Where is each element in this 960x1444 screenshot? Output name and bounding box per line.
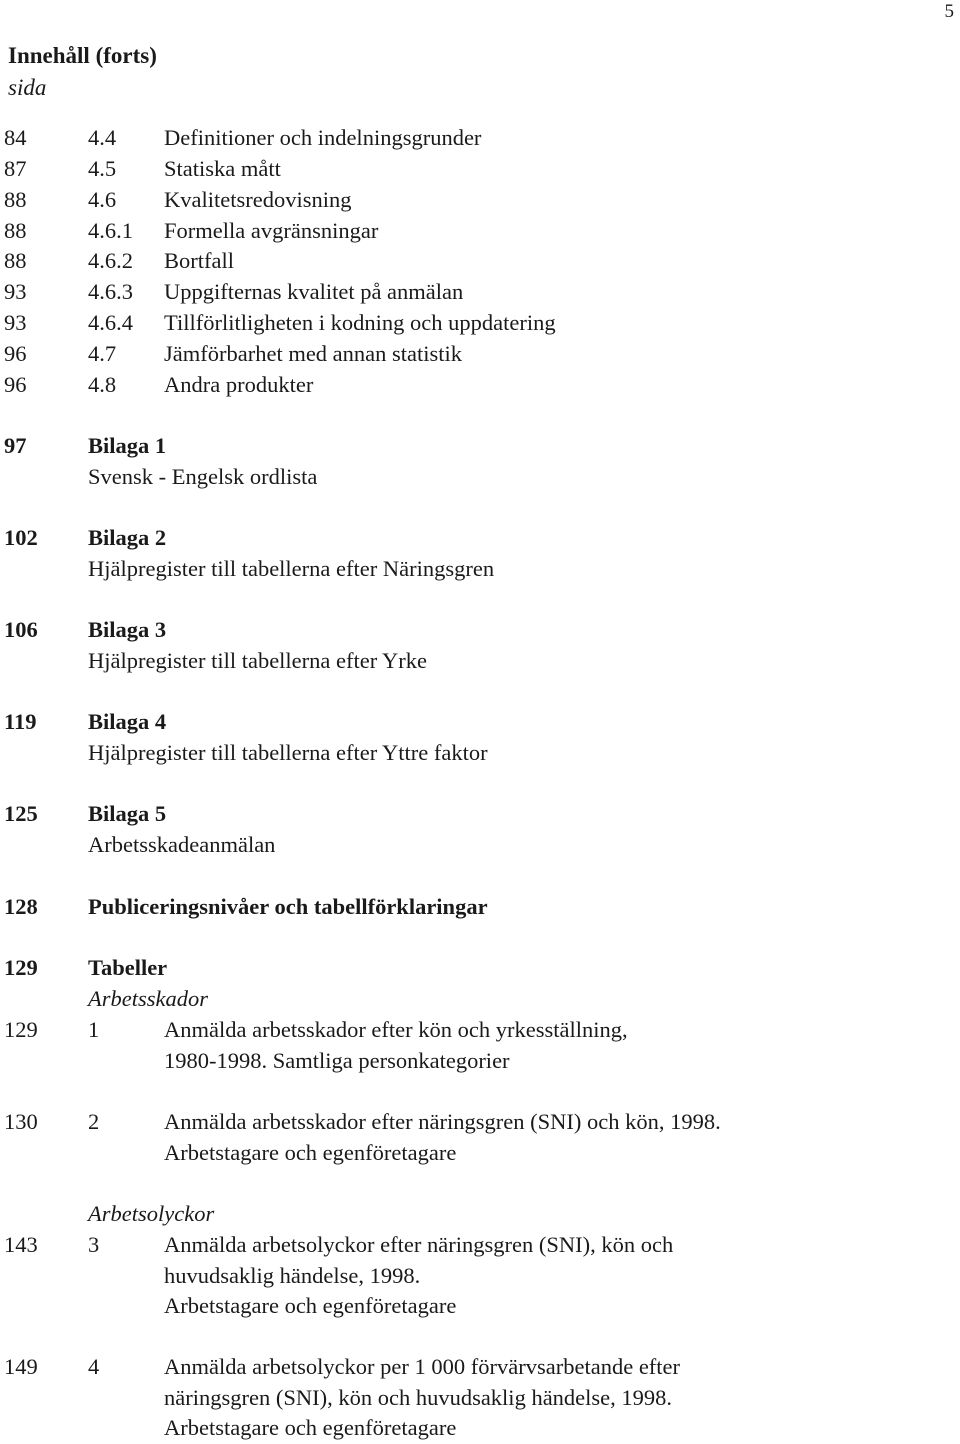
table-page: 149 — [4, 1354, 38, 1379]
entry-number: 4.6.3 — [88, 279, 133, 304]
table-title: Anmälda arbetsolyckor efter näringsgren (SNI), kön och huvudsaklig händelse, 1998. Arbetstagare och egenföretagare — [164, 1232, 674, 1319]
entry-title: Andra produkter — [164, 372, 314, 397]
appendix-subtitle: Hjälpregister till tabellerna efter Yrke — [88, 647, 428, 673]
entry-page: 96 — [4, 372, 27, 397]
table-number: 4 — [88, 1354, 100, 1379]
entry-number: 4.6.1 — [88, 218, 133, 243]
entry-title: Tillförlitligheten i kodning och uppdatering — [164, 310, 556, 335]
entry-title: Jämförbarhet med annan statistik — [164, 341, 463, 366]
table-title: Anmälda arbetsolyckor per 1 000 förvärvsarbetande efter näringsgren (SNI), kön och huvudsaklig händelse, 1998. Arbetstagare och egenföretagare — [164, 1354, 681, 1441]
appendix-title: Bilaga 3 — [88, 617, 167, 642]
appendix-page: 97 — [4, 433, 27, 458]
entry-page: 93 — [4, 310, 27, 335]
appendix-subtitle: Svensk - Engelsk ordlista — [88, 463, 318, 489]
entry-title: Statiska mått — [164, 156, 281, 181]
entry-title: Definitioner och indelningsgrunder — [164, 125, 482, 150]
table-title: Anmälda arbetsskador efter näringsgren (SNI) och kön, 1998. Arbetstagare och egenföretagare — [164, 1109, 721, 1165]
entry-page: 88 — [4, 218, 27, 243]
entry-number: 4.6.4 — [88, 310, 133, 335]
appendix-title: Bilaga 4 — [88, 709, 167, 734]
entry-title: Uppgifternas kvalitet på anmälan — [164, 279, 464, 304]
page-number: 5 — [944, 1, 954, 22]
entry-page: 88 — [4, 248, 27, 273]
entry-page: 93 — [4, 279, 27, 304]
appendix-title: Bilaga 5 — [88, 801, 167, 826]
entry-page: 84 — [4, 125, 27, 150]
appendix-title: Publiceringsnivåer och tabellförklaringar — [88, 894, 488, 919]
entry-number: 4.4 — [88, 125, 117, 150]
appendix-title: Bilaga 1 — [88, 433, 167, 458]
entry-page: 87 — [4, 156, 27, 181]
appendix-subtitle: Hjälpregister till tabellerna efter Näringsgren — [88, 555, 495, 581]
entry-number: 4.7 — [88, 341, 117, 366]
appendix-page: 128 — [4, 894, 38, 919]
entry-number: 4.6 — [88, 187, 117, 212]
entry-number: 4.6.2 — [88, 248, 133, 273]
appendix-page: 102 — [4, 525, 38, 550]
page-column-label: sida — [8, 75, 47, 100]
entry-title: Bortfall — [164, 248, 234, 273]
entry-number: 4.5 — [88, 156, 117, 181]
appendix-subtitle: Arbetsskadeanmälan — [88, 831, 276, 857]
table-title: Anmälda arbetsskador efter kön och yrkesställning, 1980-1998. Samtliga personkategorier — [164, 1017, 628, 1073]
table-page: 129 — [4, 1017, 38, 1042]
appendix-page: 119 — [4, 709, 37, 734]
table-number: 1 — [88, 1017, 100, 1042]
entry-page: 96 — [4, 341, 27, 366]
tables-heading-page: 129 — [4, 955, 38, 980]
table-page: 130 — [4, 1109, 38, 1134]
entry-title: Kvalitetsredovisning — [164, 187, 352, 212]
toc-title: Innehåll (forts) — [8, 43, 157, 68]
entry-page: 88 — [4, 187, 27, 212]
table-number: 2 — [88, 1109, 100, 1134]
table-number: 3 — [88, 1232, 100, 1257]
tables-heading-title: Tabeller — [88, 955, 168, 980]
appendix-title: Bilaga 2 — [88, 525, 167, 550]
appendix-page: 106 — [4, 617, 38, 642]
appendix-page: 125 — [4, 801, 38, 826]
table-page: 143 — [4, 1232, 38, 1257]
appendix-subtitle: Hjälpregister till tabellerna efter Yttre faktor — [88, 739, 488, 765]
entry-title: Formella avgränsningar — [164, 218, 379, 243]
entry-number: 4.8 — [88, 372, 117, 397]
